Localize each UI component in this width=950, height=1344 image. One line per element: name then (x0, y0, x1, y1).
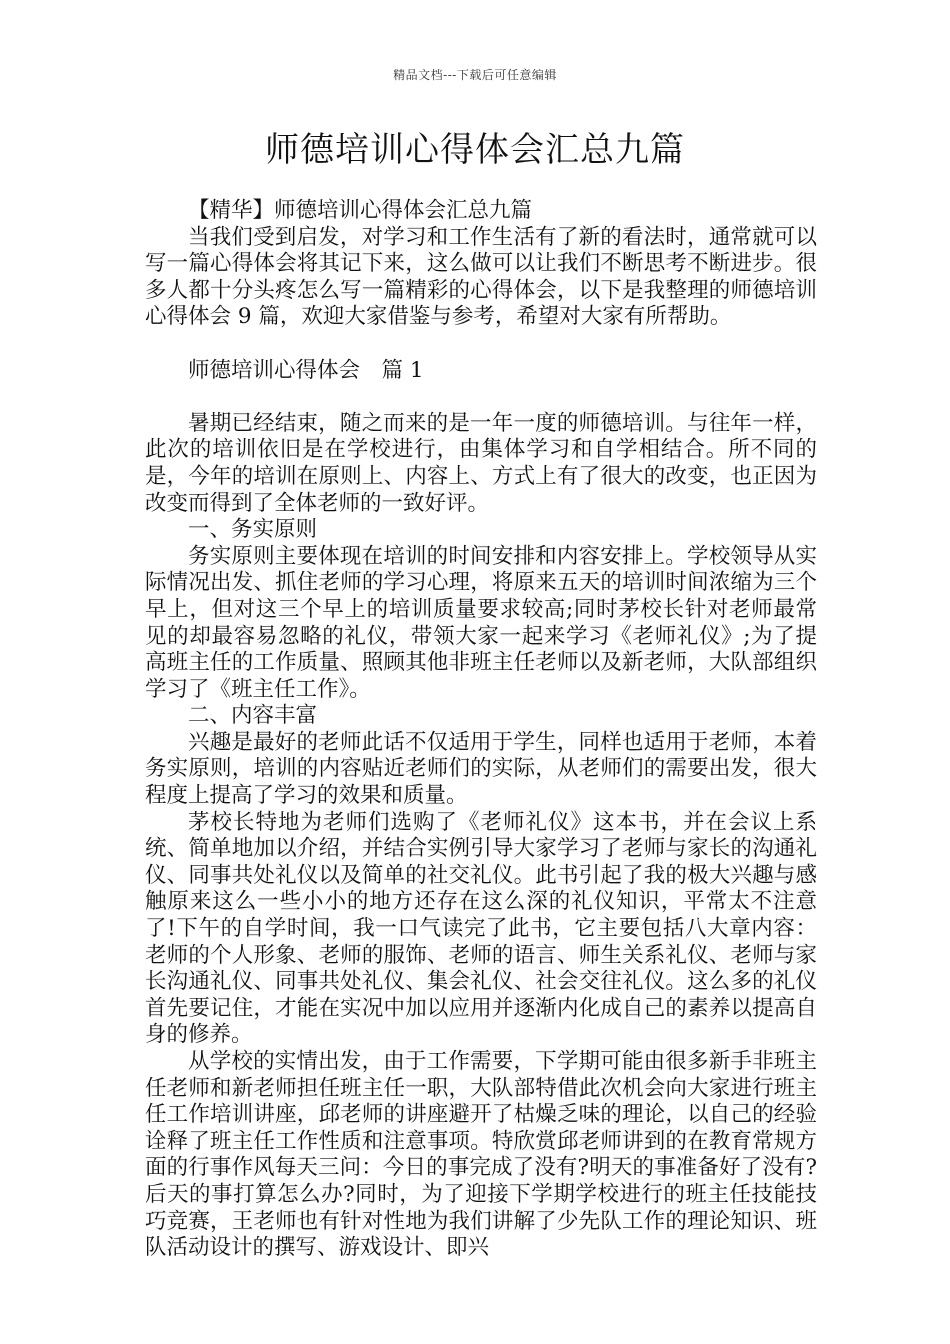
document-title: 师德培训心得体会汇总九篇 (265, 130, 685, 170)
section-heading: 师德培训心得体会 篇 1 (188, 357, 424, 383)
spacer (145, 384, 817, 411)
subheading-content: 二、内容丰富 (188, 703, 318, 729)
page-header-note: 精品文档---下载后可任意编辑 (393, 68, 557, 82)
paragraph: 茅校长特地为老师们选购了《老师礼仪》这本书，并在会议上系统、简单地加以介绍，并结合实例引导大家学习了老师与家长的沟通礼仪、同事共处礼仪以及简单的社交礼仪。此书引起了我的极大兴趣与感触原来这么一些小小的地方还存在这么深的礼仪知识，平常太不注意了!下午的自学时间，我一口气读完了此书，它主要包括八大章内容：老师的个人形象、老师的服饰、老师的语言、师生关系礼仪、老师与家长沟通礼仪、同事共处礼仪、集会礼仪、社会交往礼仪。这么多的礼仪首先要记住，才能在实况中加以应用并逐渐内化成自己的素养以提高自身的修养。 (145, 809, 817, 1048)
paragraph: 兴趣是最好的老师此话不仅适用于学生，同样也适用于老师，本着务实原则，培训的内容贴近老师们的实际，从老师们的需要出发，很大程度上提高了学习的效果和质量。 (145, 729, 817, 809)
paragraph: 从学校的实情出发，由于工作需要，下学期可能由很多新手非班主任老师和新老师担任班主任一职，大队部特借此次机会向大家进行班主任工作培训讲座，邱老师的讲座避开了枯燥乏味的理论，以自己的经验诠释了班主任工作性质和注意事项。特欣赏邱老师讲到的在教育常规方面的行事作风每天三问：今日的事完成了没有?明天的事准备好了没有?后天的事打算怎么办?同时，为了迎接下学期学校进行的班主任技能技巧竞赛，王老师也有针对性地为我们讲解了少先队工作的理论知识、班队活动设计的撰写、游戏设计、即兴 (145, 1049, 817, 1261)
document-body (145, 198, 817, 1262)
paragraph: 务实原则主要体现在培训的时间安排和内容安排上。学校领导从实际情况出发、抓住老师的学习心理，将原来五天的培训时间浓缩为三个早上，但对这三个早上的培训质量要求较高;同时茅校长针对老师最常见的却最容易忽略的礼仪，带领大家一起来学习《老师礼仪》;为了提高班主任的工作质量、照顾其他非班主任老师以及新老师，大队部组织学习了《班主任工作》。 (145, 543, 817, 702)
intro-heading: 【精华】师德培训心得体会汇总九篇 (188, 198, 533, 223)
subheading-practical: 一、务实原则 (188, 517, 318, 543)
intro-paragraph: 当我们受到启发，对学习和工作生活有了新的看法时，通常就可以写一篇心得体会将其记下来，这么做可以让我们不断思考不断进步。很多人都十分头疼怎么写一篇精彩的心得体会，以下是我整理的师德培训心得体会 9 篇，欢迎大家借鉴与参考，希望对大家有所帮助。 (145, 224, 817, 330)
spacer (145, 331, 817, 358)
paragraph: 暑期已经结束，随之而来的是一年一度的师德培训。与往年一样，此次的培训依旧是在学校进行，由集体学习和自学相结合。所不同的是，今年的培训在原则上、内容上、方式上有了很大的改变，也正因为改变而得到了全体老师的一致好评。 (145, 410, 817, 516)
